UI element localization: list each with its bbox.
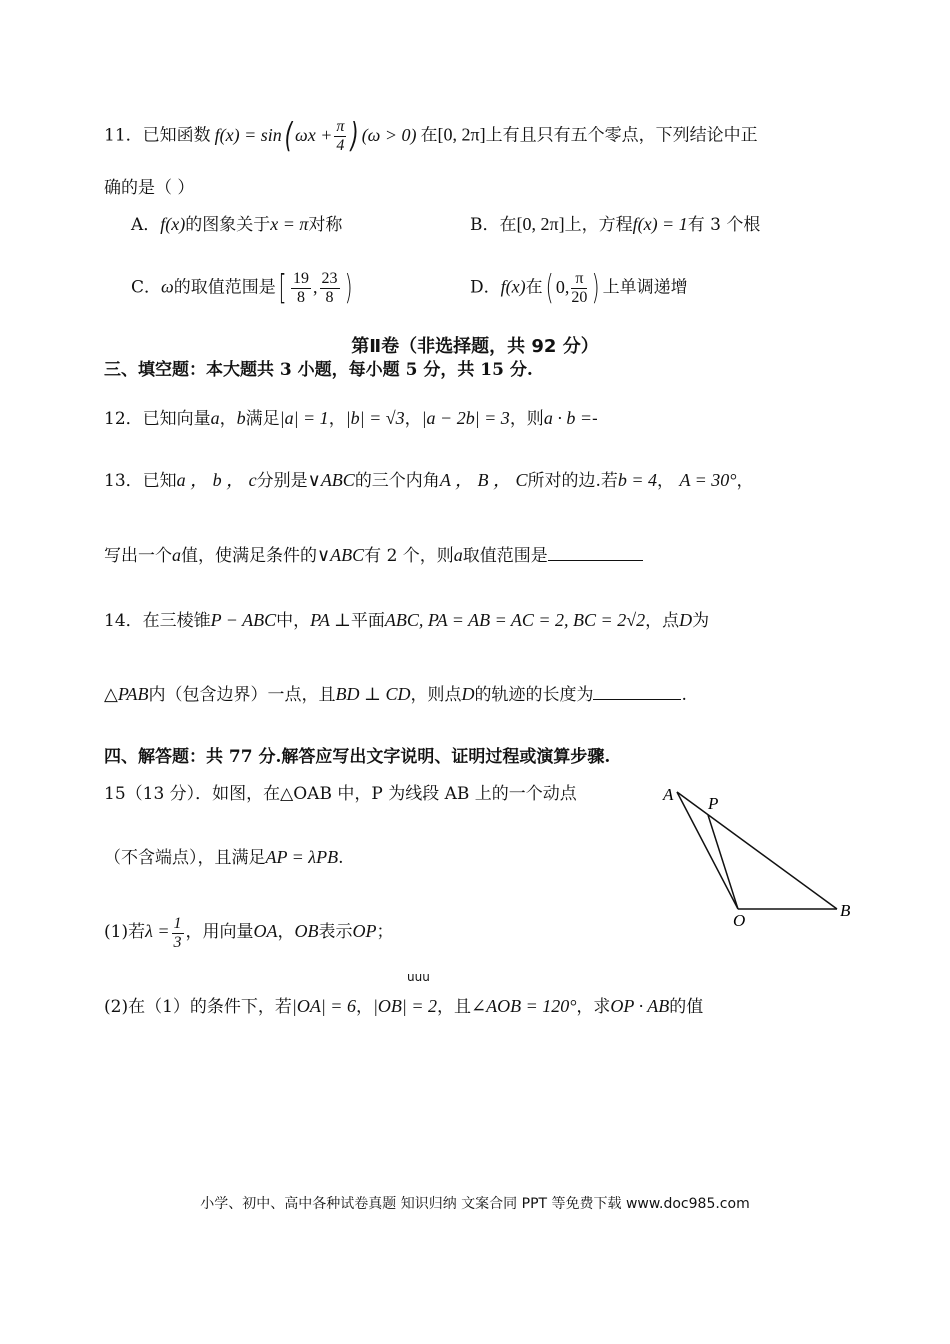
q13-l2-t4: 取值范围是 <box>462 546 548 566</box>
q14-cond1: PA ⊥ <box>310 610 351 630</box>
q12-a: a <box>210 408 220 428</box>
q11-option-d <box>470 268 688 309</box>
q12-c3: |a − 2b| = 3 <box>421 408 510 428</box>
q14-t2: 中， <box>276 611 311 631</box>
q15-p2-end: 的值 <box>669 997 704 1017</box>
q14-l2-cond: BD ⊥ CD <box>335 684 411 704</box>
q15-l2-end: . <box>338 848 344 868</box>
label-b: B <box>840 901 851 920</box>
q14-answer-blank[interactable] <box>593 699 681 700</box>
q12-b: b <box>236 408 246 428</box>
q13-l2-a: a <box>172 545 181 565</box>
q14-cond2: ABC, PA = AB = AC = 2, BC = 2√2 <box>384 610 646 630</box>
q14-l2-t2: ，则点 <box>410 685 462 705</box>
q11-b-text1: 上，方程 <box>564 215 633 235</box>
q15-part2: (2)在（1）的条件下，若|OA| = 6，|OB| = 2，且∠AOB = 120°，求OP · AB的值 <box>104 996 704 1017</box>
q11-d-math2: ( 0, $\frac{\pi}{20}$ ) <box>545 268 601 308</box>
section3-heading: 三、填空题：本大题共 3 小题，每小题 5 分，共 15 分. <box>104 360 533 380</box>
q15-p1-t2: ，用向量 <box>185 922 254 943</box>
q14-d: D <box>679 610 693 630</box>
q15-vector-arrow-artifact: uuu <box>407 970 430 984</box>
q11-stem-b: 在 <box>420 125 438 146</box>
q15-line2 <box>104 847 344 869</box>
q15-p2-c4: OP · AB <box>610 996 670 1016</box>
label-o: O <box>733 911 746 928</box>
q15-triangle-figure <box>655 778 865 928</box>
q13-answer-blank[interactable] <box>548 560 643 561</box>
q12-end: - <box>591 409 598 429</box>
q15-p1-lambda: λ = $\frac{1}{3}$ <box>145 915 182 951</box>
q15-p1-oa: OA <box>253 921 278 942</box>
q14-l2-t1: 内（包含边界）一点，且 <box>148 685 336 705</box>
q11-c-math2: [ $\frac{19}{8}$ , $\frac{23}{8}$ ) <box>278 268 353 308</box>
q11-func: f(x) = sin( ωx + $\frac{\pi}{4}$ ) (ω > 0) <box>214 116 417 156</box>
q13-cond1: b = 4 <box>617 470 658 490</box>
q12-t2: 满足 <box>245 409 280 429</box>
q12-t1: 已知向量 <box>142 409 211 429</box>
q13-abc: a ， b ， c <box>176 470 257 490</box>
q11-c-text1: 的取值范围是 <box>173 277 276 298</box>
q15-part1 <box>104 915 394 951</box>
q12-line: 12．已知向量a，b满足|a| = 1，|b| = √3，|a − 2b| = 3，则a · b =- <box>104 408 598 429</box>
q11-b-math2: f(x) = 1 <box>632 214 688 234</box>
q15-p1-ob: OB <box>294 921 319 942</box>
q15-p2-c3: ∠AOB = 120° <box>471 996 577 1016</box>
q13-l2-t1: 写出一个 <box>104 546 172 566</box>
q11-line1 <box>104 116 758 157</box>
q11-b-text2: 有 3 个根 <box>687 215 761 235</box>
q14-pyr: P − ABC <box>210 610 277 630</box>
q11-d-text1: 在 <box>525 277 543 298</box>
q11-line2: 确的是（ ） <box>104 178 195 198</box>
q13-t3: 的三个内角 <box>354 471 440 491</box>
q15-p2-c1: |OA| = 6 <box>291 996 356 1016</box>
q11-a-text1: 的图象关于 <box>185 215 271 235</box>
q11-stem-c: 上有且只有五个零点，下列结论中正 <box>485 125 758 146</box>
q11-option-c <box>131 268 355 309</box>
page-footer: 小学、初中、高中各种试卷真题 知识归纳 文案合同 PPT 等免费下载 www.doc985.com <box>200 1196 750 1212</box>
q14-t5: 为 <box>692 611 710 631</box>
q14-l2-tri: △PAB <box>104 684 149 704</box>
q15-line1: 15（13 分）．如图，在△OAB 中，P 为线段 AB 上的一个动点 <box>104 784 577 804</box>
q15-p1-sep: ， <box>277 922 295 943</box>
q13-l2-a2: a <box>453 545 463 565</box>
q12-c2: |b| = √3 <box>345 408 405 428</box>
q11-option-b <box>470 214 760 236</box>
q15-l2-t1: （不含端点），且满足 <box>104 848 266 868</box>
q11-d-label: D． <box>470 277 501 298</box>
q12-c4: a · b = <box>543 408 592 428</box>
section4-heading: 四、解答题：共 77 分.解答应写出文字说明、证明过程或演算步骤. <box>104 747 611 767</box>
part2-title: 第Ⅱ卷（非选择题，共 92 分） <box>351 336 599 357</box>
q11-b-math1: [0, 2π] <box>516 214 565 234</box>
q11-b-label: B．在 <box>470 215 517 235</box>
q11-stem-a: 已知函数 <box>142 125 211 146</box>
q13-t1: 已知 <box>142 471 177 491</box>
q13-line2 <box>104 545 643 567</box>
q12-t3: ，则 <box>509 409 544 429</box>
q11-a-text2: 对称 <box>308 215 343 235</box>
q11-interval: [0, 2π] <box>437 124 486 145</box>
q13-number: 13． <box>104 471 143 491</box>
q11-c-math1: ω <box>161 276 174 297</box>
q11-option-a <box>131 214 342 236</box>
q14-line2: △PAB内（包含边界）一点，且BD ⊥ CD，则点D的轨迹的长度为 . <box>104 684 687 705</box>
q15-p2-c2: |OB| = 2 <box>372 996 437 1016</box>
q12-number: 12． <box>104 409 143 429</box>
q13-angles: A ， B ， C <box>439 470 528 490</box>
q15-p1-op: OP <box>352 921 377 942</box>
q15-p2-t3: ，求 <box>576 997 611 1017</box>
q14-t1: 在三棱锥 <box>142 611 211 631</box>
q13-t2: 分别是 <box>256 471 308 491</box>
q11-d-text2: 上单调递增 <box>602 277 688 298</box>
q13-l2-t2: 值，使满足条件的 <box>181 546 317 566</box>
q12-sep: ， <box>219 409 237 429</box>
q15-l2-cond: AP = λPB <box>265 847 339 867</box>
q14-t3: 平面 <box>350 611 385 631</box>
q15-p2-t1: (2)在（1）的条件下，若 <box>104 997 292 1017</box>
label-p: P <box>708 794 719 813</box>
q11-d-math1: f(x) <box>500 276 526 297</box>
q11-c-label: C． <box>131 277 162 298</box>
q15-p1-t3: 表示 <box>318 922 353 943</box>
q15-p2-t2: ，且 <box>437 997 471 1017</box>
q14-l2-d: D <box>461 684 475 704</box>
q11-a-math1: f(x) <box>160 214 186 234</box>
segment-ab <box>677 792 837 909</box>
q13-t4: 所对的边.若 <box>527 471 618 491</box>
q15-p1-end: ； <box>376 922 394 943</box>
q14-line1 <box>104 610 709 632</box>
q13-cond2: A = 30° <box>679 470 737 490</box>
q11-a-label: A． <box>131 215 161 235</box>
q14-number: 14． <box>104 611 143 631</box>
q14-t4: ，点 <box>645 611 680 631</box>
segment-op <box>708 815 738 909</box>
q13-line1: 13．已知a ， b ， c分别是∨ABC的三个内角A ， B ， C所对的边.若b = 4， A = 30°， <box>104 470 754 491</box>
q13-l2-tri: ∨ABC <box>317 545 365 565</box>
q14-l2-t3: 的轨迹的长度为 <box>474 685 594 705</box>
label-a: A <box>663 785 674 804</box>
q11-a-math2: x = π <box>270 214 309 234</box>
q11-number: 11． <box>104 125 143 146</box>
q13-l2-t3: 有 2 个，则 <box>364 546 454 566</box>
q15-p1-t1: (1)若 <box>104 922 146 943</box>
q12-c1: |a| = 1 <box>279 408 329 428</box>
q13-tri: ∨ABC <box>307 470 355 490</box>
